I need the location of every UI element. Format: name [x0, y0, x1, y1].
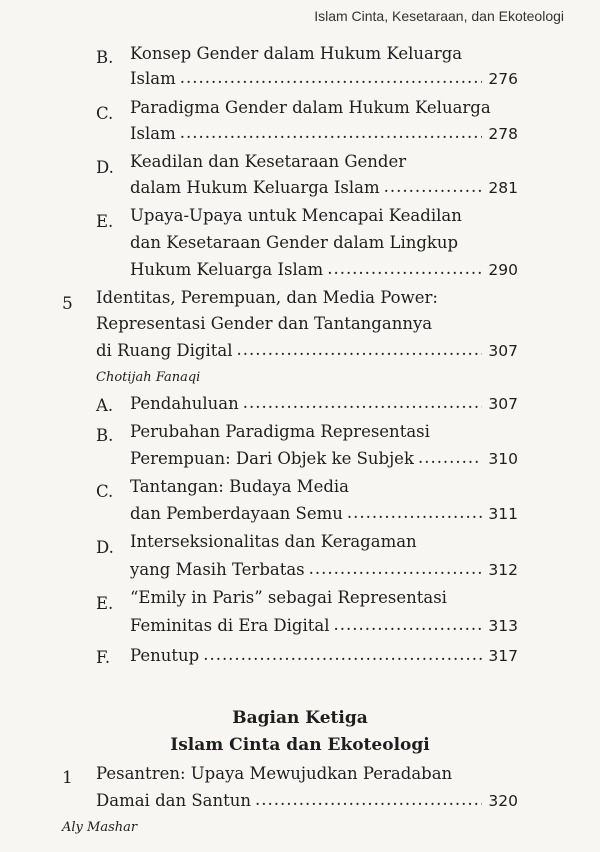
toc-leader-dots — [255, 792, 482, 809]
toc-letter: E. — [96, 212, 114, 231]
toc-entry-line: Paradigma Gender dalam Hukum Keluarga — [130, 98, 491, 117]
toc-entry-line: Tantangan: Budaya Media — [130, 477, 350, 496]
part-label: Bagian Ketiga — [232, 708, 368, 728]
toc-entry-line: dan Kesetaraan Gender dalam Lingkup — [130, 233, 459, 252]
toc-letter: B. — [96, 48, 114, 67]
toc-letter: E. — [96, 594, 114, 613]
chapter-title-text: di Ruang Digital — [96, 341, 233, 360]
toc-entry-text: yang Masih Terbatas — [130, 560, 305, 579]
toc-page-number: 307 — [488, 395, 518, 413]
toc-letter: A. — [96, 396, 114, 415]
chapter-title-line: Pesantren: Upaya Mewujudkan Peradaban — [96, 764, 453, 783]
chapter-author: Aly Mashar — [62, 820, 138, 835]
toc-entry[interactable] — [130, 180, 518, 197]
toc-entry[interactable] — [130, 506, 518, 523]
toc-leader-dots — [327, 261, 482, 278]
toc-entry-line: Perubahan Paradigma Representasi — [130, 422, 430, 441]
toc-entry[interactable] — [130, 451, 518, 468]
toc-leader-dots — [384, 179, 483, 196]
toc-letter: F. — [96, 648, 111, 667]
toc-entry-line: Keadilan dan Kesetaraan Gender — [130, 152, 407, 171]
toc-page-number: 317 — [488, 647, 518, 665]
toc-letter: B. — [96, 426, 114, 445]
toc-entry-text: Islam — [130, 69, 176, 88]
toc-entry[interactable] — [130, 126, 518, 143]
toc-entry-text: Hukum Keluarga Islam — [130, 260, 324, 279]
toc-entry-text: Penutup — [130, 646, 200, 665]
toc-letter: C. — [96, 104, 114, 123]
toc-letter: D. — [96, 538, 114, 557]
toc-leader-dots — [418, 450, 482, 467]
toc-page-number: 307 — [488, 342, 518, 360]
toc-page-number: 281 — [488, 179, 518, 197]
chapter-number: 5 — [62, 294, 73, 314]
toc-leader-dots — [180, 125, 483, 142]
toc-page-number: 278 — [488, 125, 518, 143]
toc-page-number: 276 — [488, 70, 518, 88]
toc-entry-line: Konsep Gender dalam Hukum Keluarga — [130, 44, 463, 63]
toc-entry[interactable] — [130, 396, 518, 413]
toc-entry-text: Pendahuluan — [130, 394, 239, 413]
toc-page-number: 312 — [488, 561, 518, 579]
toc-leader-dots — [243, 395, 483, 412]
part-title: Islam Cinta dan Ekoteologi — [170, 735, 430, 755]
toc-page-number: 313 — [488, 617, 518, 635]
toc-leader-dots — [237, 342, 483, 359]
toc-leader-dots — [203, 647, 482, 664]
chapter-title-line: Representasi Gender dan Tantangannya — [96, 314, 433, 333]
toc-entry-text: dan Pemberdayaan Semu — [130, 504, 343, 523]
chapter-entry[interactable] — [96, 343, 518, 360]
chapter-entry[interactable] — [96, 793, 518, 810]
chapter-title-line: Identitas, Perempuan, dan Media Power: — [96, 288, 438, 307]
toc-letter: C. — [96, 482, 114, 501]
toc-leader-dots — [180, 70, 483, 87]
toc-page-number: 310 — [488, 450, 518, 468]
chapter-title-text: Damai dan Santun — [96, 791, 251, 810]
toc-entry-text: Feminitas di Era Digital — [130, 616, 330, 635]
toc-entry-line: Upaya-Upaya untuk Mencapai Keadilan — [130, 206, 462, 225]
toc-entry-line: “Emily in Paris” sebagai Representasi — [130, 588, 447, 607]
toc-entry-text: dalam Hukum Keluarga Islam — [130, 178, 380, 197]
toc-entry-line: Interseksionalitas dan Keragaman — [130, 532, 417, 551]
toc-page-number: 311 — [488, 505, 518, 523]
toc-entry[interactable] — [130, 618, 518, 635]
chapter-number: 1 — [62, 768, 73, 788]
toc-entry[interactable] — [130, 562, 518, 579]
toc-entry-text: Perempuan: Dari Objek ke Subjek — [130, 449, 414, 468]
toc-entry-text: Islam — [130, 124, 176, 143]
toc-entry[interactable] — [130, 262, 518, 279]
chapter-author: Chotijah Fanaqi — [96, 370, 201, 385]
toc-leader-dots — [309, 561, 483, 578]
toc-page-number: 320 — [488, 792, 518, 810]
toc-page-number: 290 — [488, 261, 518, 279]
toc-leader-dots — [334, 617, 483, 634]
toc-letter: D. — [96, 158, 114, 177]
toc-entry[interactable] — [130, 648, 518, 665]
toc-leader-dots — [347, 505, 483, 522]
running-head: Islam Cinta, Kesetaraan, dan Ekoteologi — [314, 8, 564, 24]
toc-entry[interactable] — [130, 71, 518, 88]
